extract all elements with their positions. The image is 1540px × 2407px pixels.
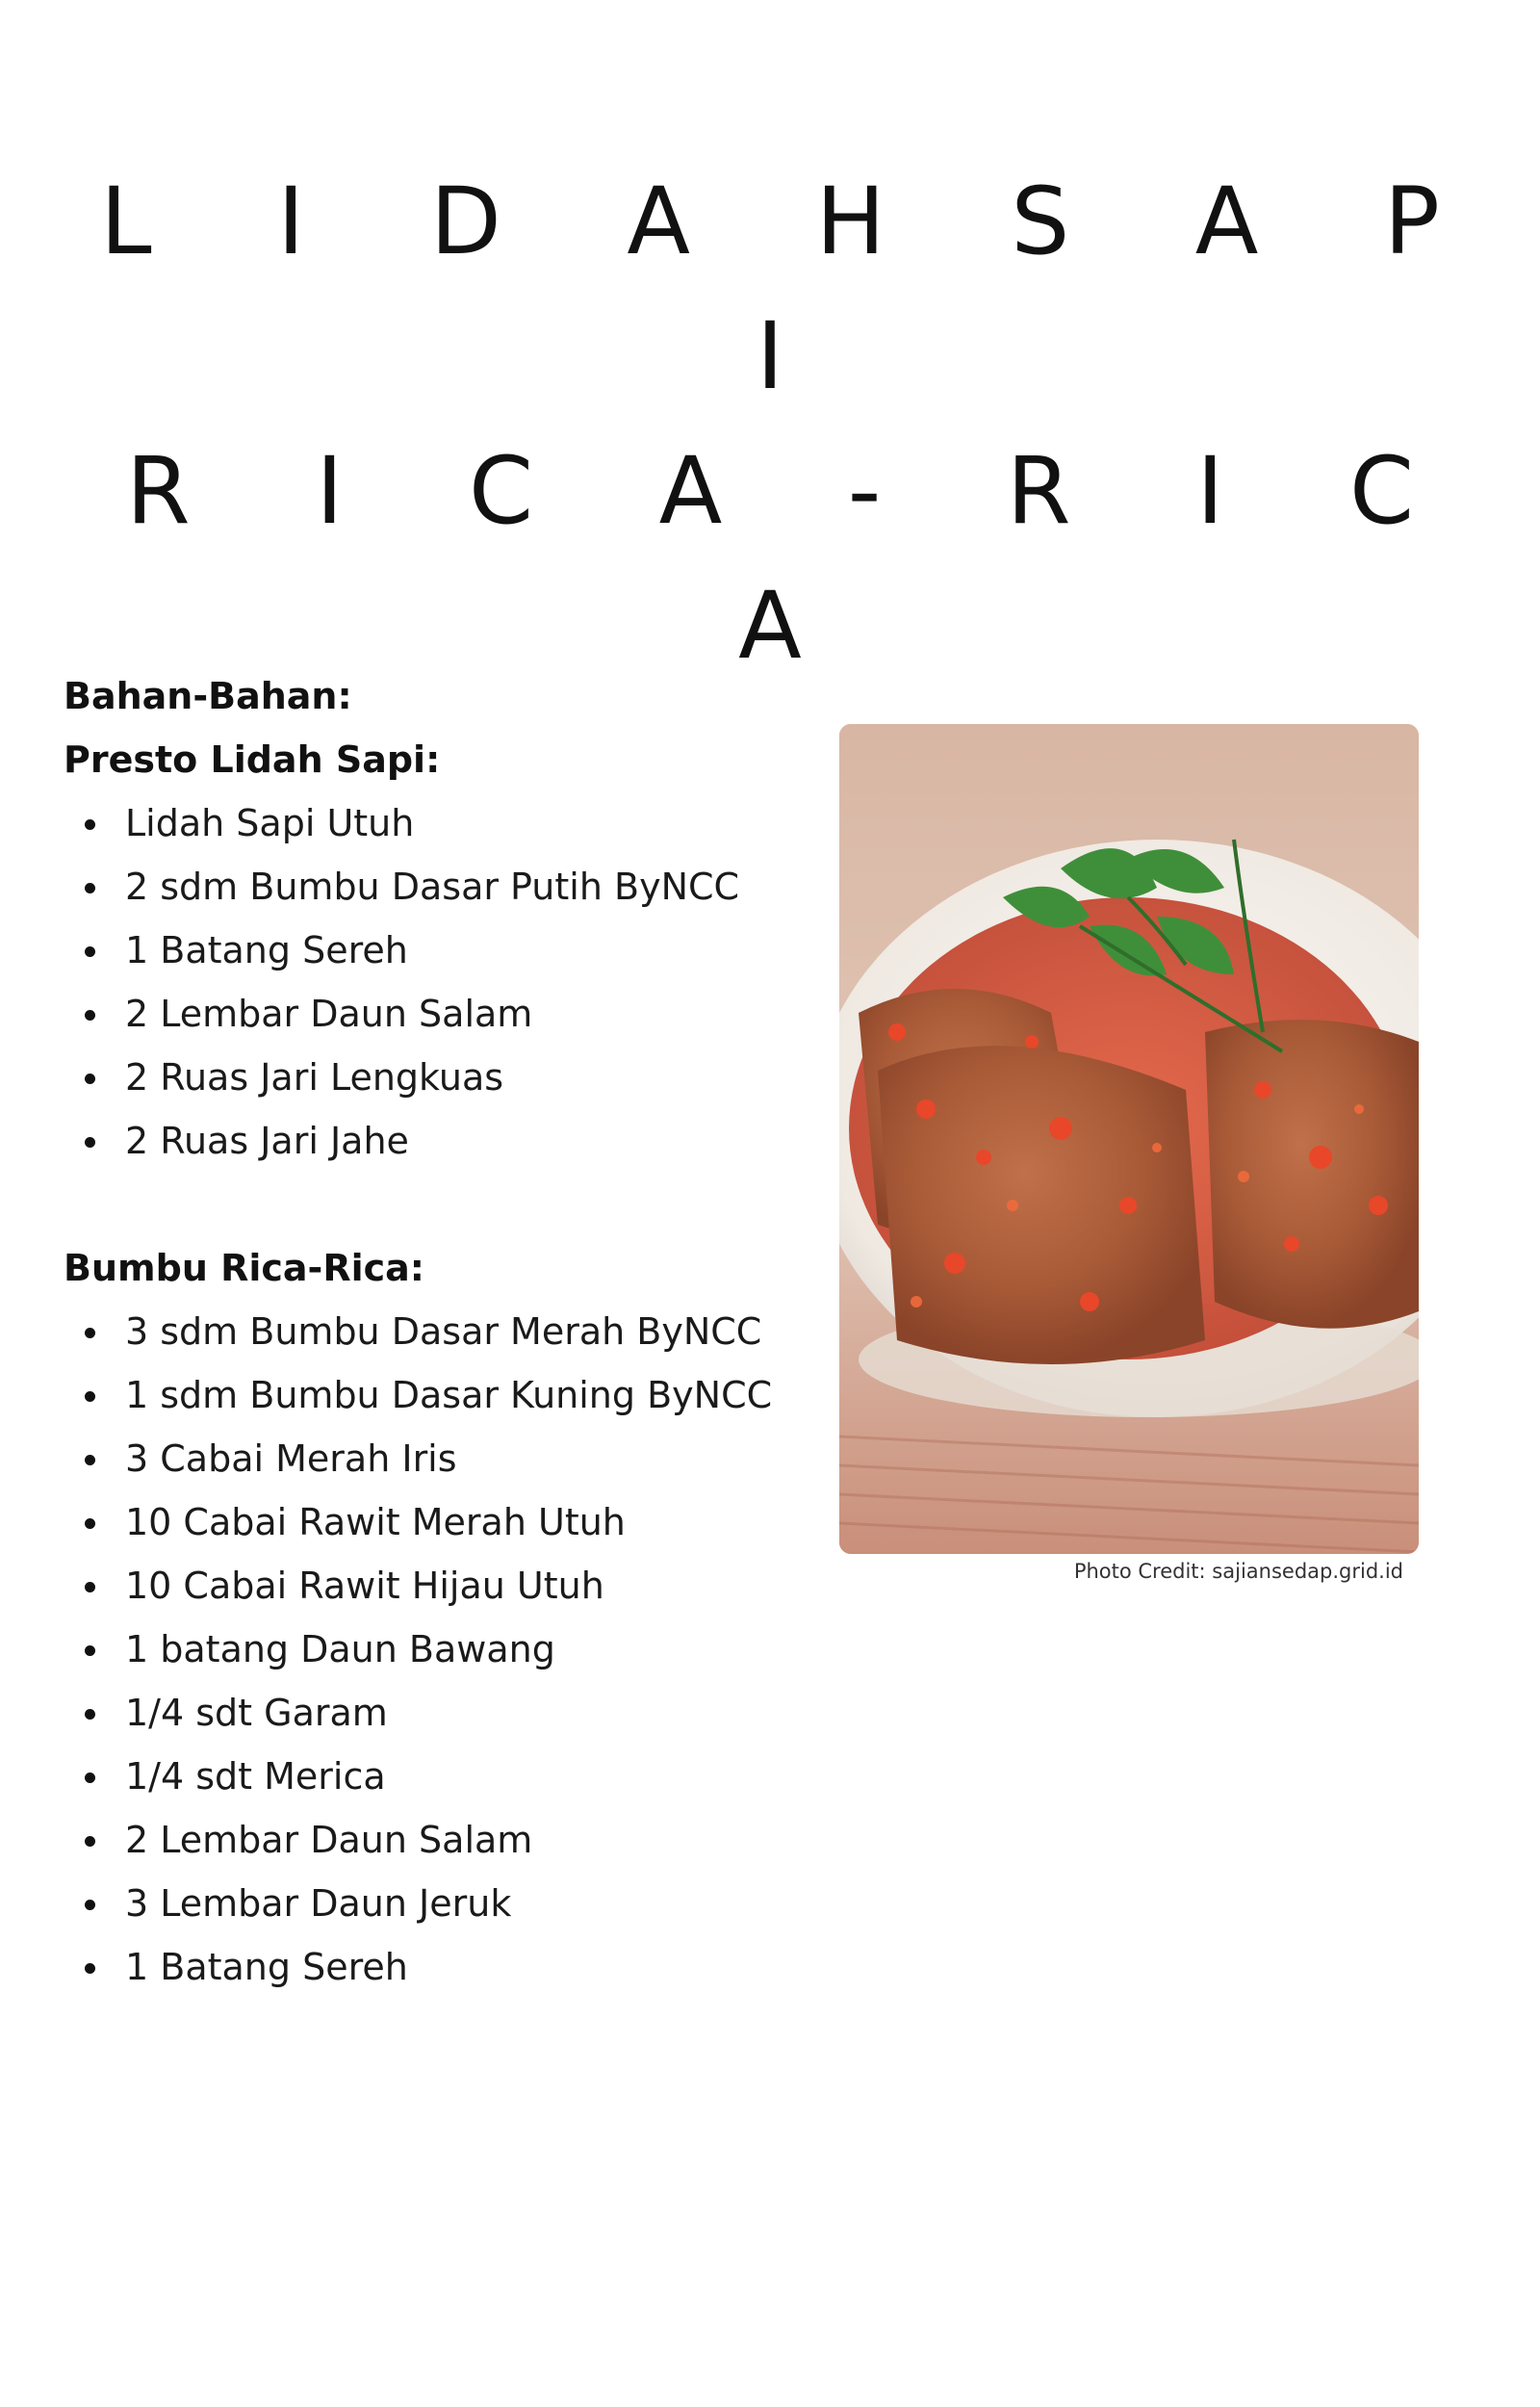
- bullet-icon: [85, 1582, 95, 1592]
- list-item: [64, 1745, 834, 1808]
- bullet-icon: [85, 1900, 95, 1910]
- list-item-text: 10 Cabai Rawit Hijau Utuh: [125, 1565, 604, 1607]
- list-item-text: 3 Cabai Merah Iris: [125, 1437, 457, 1480]
- bullet-icon: [85, 819, 95, 830]
- list-item-text: 1 sdm Bumbu Dasar Kuning ByNCC: [125, 1374, 773, 1416]
- bullet-icon: [85, 1645, 95, 1656]
- ingredients-section: [64, 664, 834, 1999]
- bullet-icon: [85, 1074, 95, 1084]
- bullet-icon: [85, 1391, 95, 1402]
- bullet-icon: [85, 883, 95, 893]
- recipe-title-line-1: L I D A H S A P I: [100, 168, 1488, 410]
- list-item: [64, 1046, 834, 1109]
- list-item-text: 10 Cabai Rawit Merah Utuh: [125, 1501, 626, 1543]
- list-item-text: 1 Batang Sereh: [125, 1946, 408, 1988]
- list-item-text: 2 Ruas Jari Jahe: [125, 1120, 409, 1162]
- list-item: [64, 1427, 834, 1490]
- bullet-icon: [85, 1773, 95, 1783]
- list-item-text: 2 Lembar Daun Salam: [125, 1819, 533, 1861]
- list-item: [64, 855, 834, 919]
- dish-photo: [839, 724, 1419, 1554]
- bumbu-heading: Bumbu Rica-Rica:: [64, 1247, 424, 1289]
- list-item: [64, 1872, 834, 1935]
- list-item-text: 1 Batang Sereh: [125, 929, 408, 971]
- list-item: [64, 791, 834, 855]
- recipe-title-line-2: R I C A - R I C A: [125, 437, 1462, 680]
- photo-credit: Photo Credit: sajiansedap.grid.id: [1073, 1560, 1403, 1583]
- bullet-icon: [85, 1010, 95, 1021]
- list-item-text: 1 batang Daun Bawang: [125, 1628, 555, 1670]
- list-item: [64, 1808, 834, 1872]
- list-item: [64, 1618, 834, 1681]
- recipe-title: [0, 154, 1540, 693]
- bullet-icon: [85, 1963, 95, 1974]
- list-item: [64, 1554, 834, 1618]
- list-item-text: 2 sdm Bumbu Dasar Putih ByNCC: [125, 866, 740, 908]
- list-item-text: 3 sdm Bumbu Dasar Merah ByNCC: [125, 1310, 762, 1353]
- bullet-icon: [85, 946, 95, 957]
- dish-illustration: [839, 724, 1419, 1554]
- presto-ingredient-list: [64, 791, 834, 1173]
- bullet-icon: [85, 1455, 95, 1465]
- bullet-icon: [85, 1836, 95, 1847]
- presto-heading: Presto Lidah Sapi:: [64, 738, 441, 781]
- bullet-icon: [85, 1518, 95, 1529]
- list-item: [64, 982, 834, 1046]
- list-item: [64, 919, 834, 982]
- list-item: [64, 1363, 834, 1427]
- section-spacer: [64, 1173, 834, 1236]
- list-item-text: 1/4 sdt Merica: [125, 1755, 386, 1798]
- bullet-icon: [85, 1328, 95, 1338]
- list-item-text: 2 Ruas Jari Lengkuas: [125, 1056, 504, 1099]
- list-item-text: Lidah Sapi Utuh: [125, 802, 415, 844]
- list-item: [64, 1109, 834, 1173]
- list-item-text: 3 Lembar Daun Jeruk: [125, 1882, 512, 1925]
- list-item: [64, 1490, 834, 1554]
- list-item-text: 1/4 sdt Garam: [125, 1692, 388, 1734]
- bullet-icon: [85, 1137, 95, 1148]
- ingredients-heading: Bahan-Bahan:: [64, 675, 352, 717]
- list-item-text: 2 Lembar Daun Salam: [125, 993, 533, 1035]
- bullet-icon: [85, 1709, 95, 1720]
- list-item: [64, 1935, 834, 1999]
- list-item: [64, 1681, 834, 1745]
- bumbu-ingredient-list: [64, 1300, 834, 1999]
- list-item: [64, 1300, 834, 1363]
